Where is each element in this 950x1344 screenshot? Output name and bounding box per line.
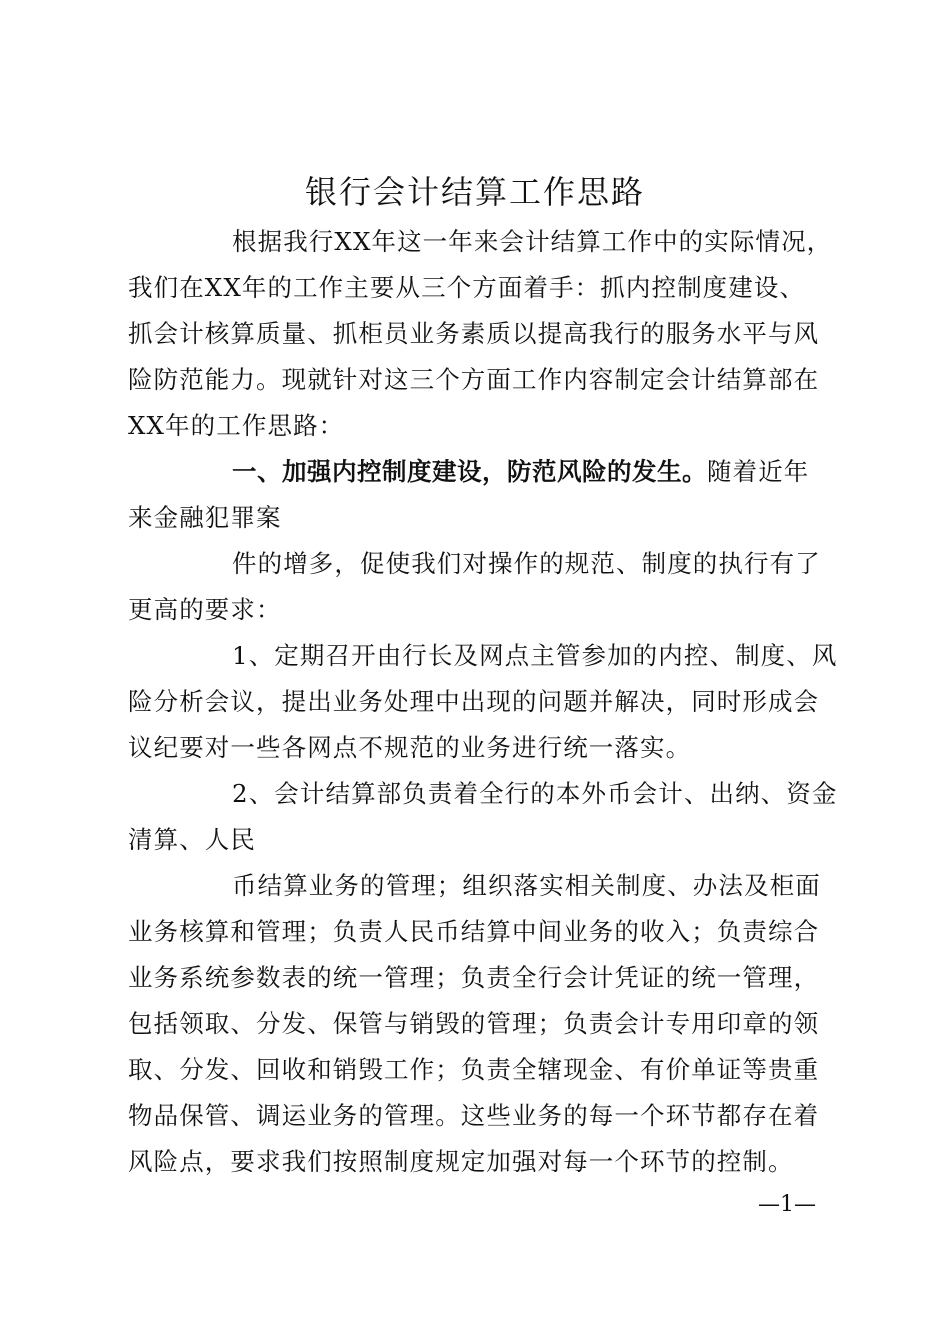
- paragraph-6-line-5: 取、分发、回收和销毁工作；负责全辖现金、有价单证等贵重: [128, 1055, 820, 1084]
- section-1-continuation: 随着近年: [707, 457, 810, 486]
- item-1-line-1: 1、定期召开由行长及网点主管参加的内控、制度、风: [232, 641, 838, 670]
- paragraph-1-line-2: 我们在XX年的工作主要从三个方面着手：抓内控制度建设、: [128, 273, 806, 302]
- item-1-line-2: 险分析会议，提出业务处理中出现的问题并解决，同时形成会: [128, 687, 820, 716]
- item-2-line-2: 清算、人民: [128, 825, 256, 854]
- paragraph-6-line-4: 包括领取、分发、保管与销毁的管理；负责会计专用印章的领: [128, 1009, 820, 1038]
- section-1-heading-line: [232, 456, 832, 488]
- paragraph-1-line-4: 险防范能力。现就针对这三个方面工作内容制定会计结算部在: [128, 365, 820, 394]
- page-number: —1—: [758, 1192, 816, 1217]
- section-1-line-2: 来金融犯罪案: [128, 503, 282, 532]
- document-title: 银行会计结算工作思路: [304, 173, 645, 211]
- paragraph-1-line-5: XX年的工作思路：: [128, 411, 345, 440]
- paragraph-6-line-3: 业务系统参数表的统一管理；负责全行会计凭证的统一管理，: [128, 963, 820, 992]
- item-2-line-1: 2、会计结算部负责着全行的本外币会计、出纳、资金: [232, 779, 838, 808]
- paragraph-3-line-1: 件的增多，促使我们对操作的规范、制度的执行有了: [232, 549, 821, 578]
- item-1-line-3: 议纪要对一些各网点不规范的业务进行统一落实。: [128, 733, 692, 762]
- paragraph-1-line-1: 根据我行XX年这一年来会计结算工作中的实际情况，: [232, 227, 833, 256]
- paragraph-6-line-7: 风险点，要求我们按照制度规定加强对每一个环节的控制。: [128, 1147, 794, 1176]
- paragraph-6-line-2: 业务核算和管理；负责人民币结算中间业务的收入；负责综合: [128, 917, 820, 946]
- paragraph-6-line-1: 币结算业务的管理；组织落实相关制度、办法及柜面: [232, 871, 821, 900]
- paragraph-1-line-3: 抓会计核算质量、抓柜员业务素质以提高我行的服务水平与风: [128, 319, 820, 348]
- paragraph-6-line-6: 物品保管、调运业务的管理。这些业务的每一个环节都存在着: [128, 1101, 820, 1130]
- section-1-heading: 一、加强内控制度建设，防范风险的发生。: [232, 457, 707, 486]
- paragraph-3-line-2: 更高的要求：: [128, 595, 282, 624]
